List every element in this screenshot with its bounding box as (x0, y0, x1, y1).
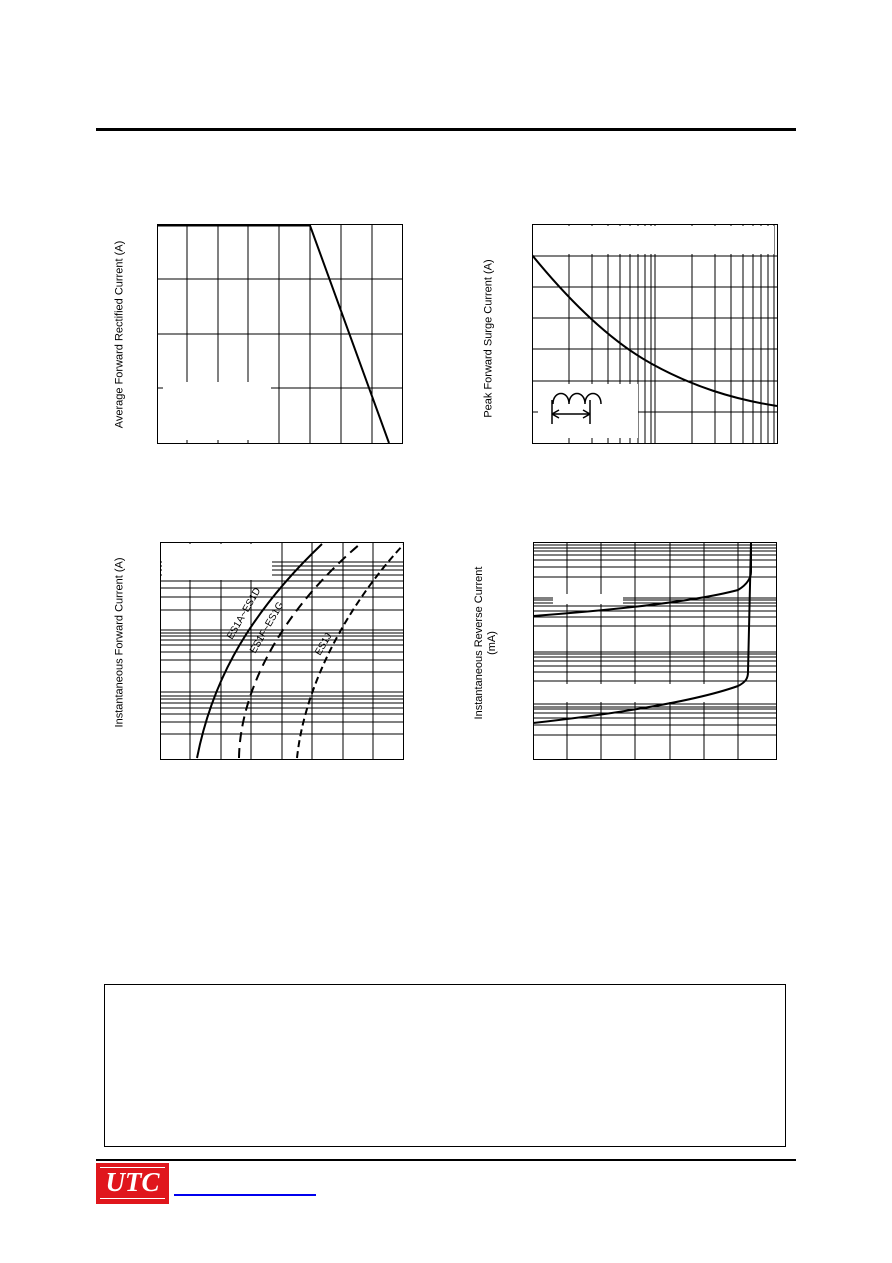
chart-avg-forward-current (157, 224, 403, 444)
chart3-label-es1j: ES1J (313, 631, 335, 658)
chart4-ylabel-line1: Instantaneous Reverse Current (473, 566, 485, 720)
chart4-ylabel (473, 523, 499, 763)
chart3-ylabel: Instantaneous Forward Current (A) (113, 557, 126, 728)
notes-box (104, 984, 786, 1147)
chart4-label-blank (553, 594, 623, 604)
chart3-legend-blank (162, 544, 272, 580)
chart4-label-blank-2 (537, 684, 737, 702)
chart2-ylabel: Peak Forward Surge Current (A) (482, 259, 495, 418)
chart4-grid (533, 542, 777, 760)
chart2-legend-blank (538, 384, 638, 438)
chart-inst-reverse-current (533, 542, 777, 760)
website-link-underline[interactable] (174, 1194, 316, 1196)
chart3-label-es1a: ES1A~ES1D (225, 586, 264, 642)
chart-peak-surge-current (532, 224, 778, 444)
chart4-ylabel-line2: (mA) (486, 631, 498, 655)
chart2-title-blank (562, 226, 774, 254)
chart1-ylabel: Average Forward Rectified Current (A) (113, 240, 126, 429)
utc-logo-text: UTC (105, 1167, 160, 1197)
chart3-label-es1f: ES1F~ES1G (248, 600, 287, 656)
chart4-series-upper (533, 542, 751, 616)
bottom-rule (96, 1159, 796, 1161)
utc-logo (96, 1163, 169, 1204)
top-rule (96, 128, 796, 131)
chart-inst-forward-current (160, 542, 404, 760)
chart1-legend-blank (163, 382, 271, 440)
